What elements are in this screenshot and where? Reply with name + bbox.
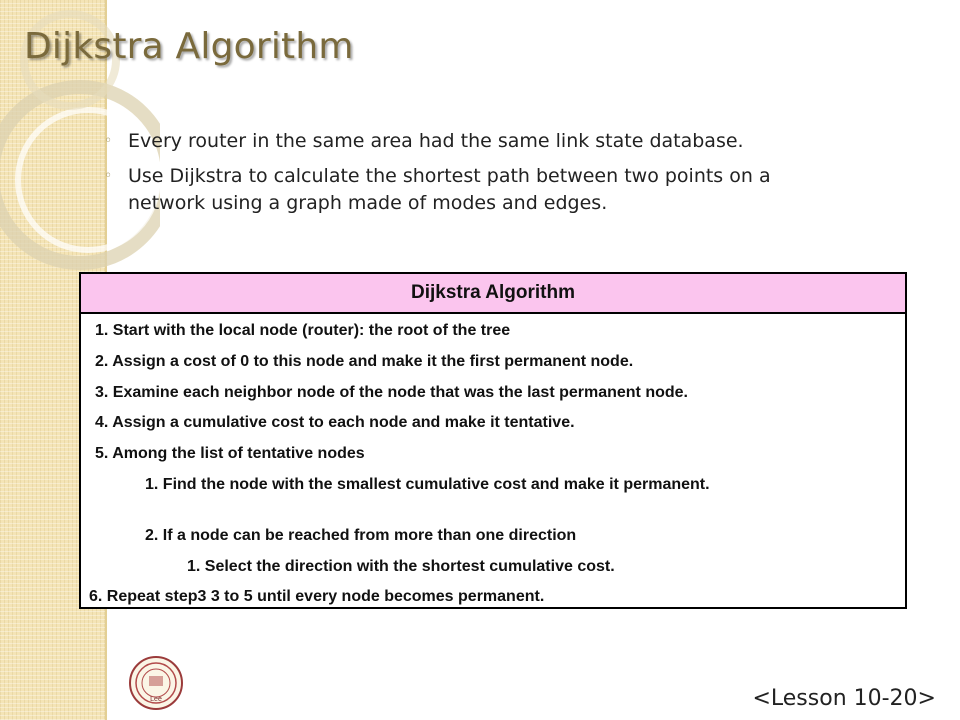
step-2: 2. Assign a cost of 0 to this node and make it the first permanent node. — [95, 353, 634, 370]
bullet-text: Every router in the same area had the same link state database. — [128, 130, 744, 152]
algorithm-box-header: Dijkstra Algorithm — [81, 274, 905, 314]
step-6: 6. Repeat step3 3 to 5 until every node becomes permanent. — [89, 588, 545, 605]
bullet-text: Use Dijkstra to calculate the shortest path between two points on a network using a graph made of modes and edges. — [128, 165, 771, 214]
bullet-icon: ◦ — [104, 168, 113, 184]
step-3: 3. Examine each neighbor node of the node that was the last permanent node. — [95, 384, 688, 401]
slide-title: Dijkstra Algorithm — [24, 26, 354, 67]
step-5-2-1: 1. Select the direction with the shortest cumulative cost. — [187, 558, 615, 575]
step-4: 4. Assign a cumulative cost to each node and make it tentative. — [95, 414, 575, 431]
bullet-icon: ◦ — [104, 133, 113, 149]
step-5: 5. Among the list of tentative nodes — [95, 445, 365, 462]
step-1: 1. Start with the local node (router): the root of the tree — [95, 322, 511, 339]
bullet-item — [104, 163, 824, 217]
step-5-2: 2. If a node can be reached from more than one direction — [145, 527, 577, 544]
university-seal-logo — [128, 655, 184, 711]
bullet-item — [104, 128, 824, 155]
logo-text: Lee — [150, 696, 162, 703]
lesson-number: <Lesson 10-20> — [752, 686, 936, 711]
bullet-list — [104, 128, 824, 225]
step-5-1: 1. Find the node with the smallest cumulative cost and make it permanent. — [145, 476, 710, 493]
algorithm-box — [79, 272, 907, 609]
